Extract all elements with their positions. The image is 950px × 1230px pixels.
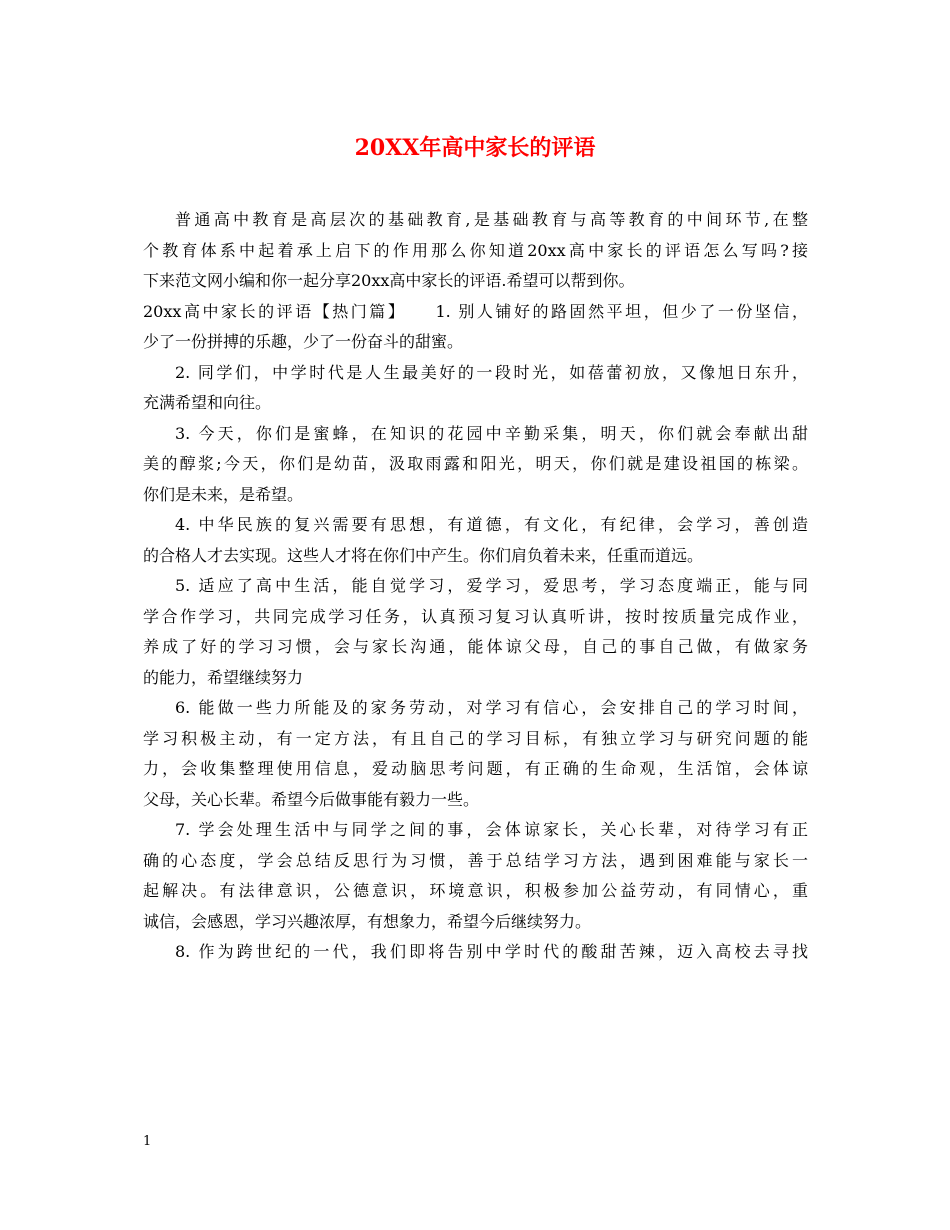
- text-line: 5. 适应了高中生活，能自觉学习，爱学习，爱思考，学习态度端正，能与同: [175, 576, 808, 595]
- text-line: 4. 中华民族的复兴需要有思想，有道德，有文化，有纪律，会学习，善创造: [175, 515, 808, 534]
- text-line: 学习积极主动，有一定方法，有且自己的学习目标，有独立学习与研究问题的能: [143, 728, 808, 748]
- text-line: 下来范文网小编和你一起分享20xx高中家长的评语.希望可以帮到你。: [143, 271, 635, 290]
- text-line: 诚信，会感恩，学习兴趣浓厚，有想象力，希望今后继续努力。: [143, 911, 592, 931]
- document-title: 20XX年高中家长的评语: [354, 135, 596, 161]
- text-line: 6. 能做一些力所能及的家务劳动，对学习有信心，会安排自己的学习时间，: [175, 698, 808, 717]
- text-line: 美的醇浆;今天，你们是幼苗，汲取雨露和阳光，明天，你们就是建设祖国的栋梁。: [143, 454, 808, 473]
- text-line: 起解决。有法律意识，公德意识，环境意识，积极参加公益劳动，有同情心，重: [143, 881, 808, 900]
- text-line: 8. 作为跨世纪的一代，我们即将告别中学时代的酸甜苦辣，迈入高校去寻找: [175, 942, 808, 961]
- text-line: 确的心态度，学会总结反思行为习惯，善于总结学习方法，遇到困难能与家长一: [143, 850, 808, 870]
- text-line: 养成了好的学习习惯，会与家长沟通，能体谅父母，自己的事自己做，有做家务: [143, 637, 808, 656]
- text-line: 你们是未来，是希望。: [143, 484, 304, 504]
- text-line: 充满希望和向往。: [143, 393, 272, 412]
- text-line: 少了一份拼搏的乐趣，少了一份奋斗的甜蜜。: [143, 332, 464, 351]
- text-line: 个教育体系中起着承上启下的作用那么你知道20xx高中家长的评语怎么写吗?接: [143, 240, 808, 260]
- text-line: 2. 同学们，中学时代是人生最美好的一段时光，如蓓蕾初放，又像旭日东升，: [175, 362, 808, 382]
- text-line: 20xx高中家长的评语【热门篇】 1. 别人铺好的路固然平坦，但少了一份坚信，: [143, 301, 808, 321]
- text-line: 的能力，希望继续努力: [143, 667, 304, 687]
- text-line: 学合作学习，共同完成学习任务，认真预习复习认真听讲，按时按质量完成作业，: [143, 606, 808, 626]
- text-line: 力，会收集整理使用信息，爱动脑思考问题，有正确的生命观，生活馆，会体谅: [143, 759, 808, 778]
- text-line: 7. 学会处理生活中与同学之间的事，会体谅家长，关心长辈，对待学习有正: [175, 820, 808, 839]
- text-line: 普通高中教育是高层次的基础教育,是基础教育与高等教育的中间环节,在整: [175, 210, 808, 229]
- text-line: 父母，关心长辈。希望今后做事能有毅力一些。: [143, 789, 480, 809]
- text-line: 的合格人才去实现。这些人才将在你们中产生。你们肩负着未来，任重而道远。: [143, 545, 704, 565]
- text-line: 3. 今天，你们是蜜蜂，在知识的花园中辛勤采集，明天，你们就会奉献出甜: [175, 423, 808, 443]
- document-body: [143, 205, 808, 968]
- page-number: 1: [143, 1134, 152, 1149]
